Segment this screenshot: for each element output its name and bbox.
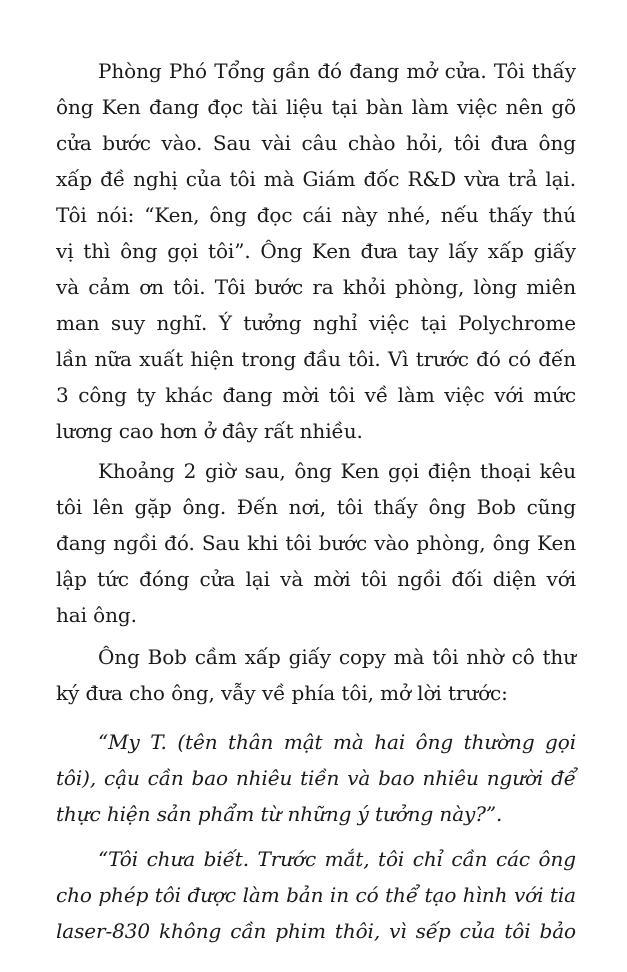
text-line: lần nữa xuất hiện trong đầu tôi. Vì trước đó có đến: [56, 347, 576, 371]
text-line: Khoảng 2 giờ sau, ông Ken gọi điện thoại kêu: [98, 459, 576, 483]
text-line: “My T. (tên thân mật mà hai ông thường gọi: [98, 730, 576, 754]
text-line: Phòng Phó Tổng gần đó đang mở cửa. Tôi thấy: [98, 59, 576, 83]
text-line: ký đưa cho ông, vẫy về phía tôi, mở lời trước:: [56, 681, 508, 705]
text-line: hai ông.: [56, 603, 137, 627]
text-line: lập tức đóng cửa lại và mời tôi ngồi đối diện với: [56, 567, 576, 591]
text-line: vị thì ông gọi tôi”. Ông Ken đưa tay lấy xấp giấy: [56, 239, 576, 263]
text-line: Ông Bob cầm xấp giấy copy mà tôi nhờ cô thư: [98, 645, 576, 669]
text-line: man suy nghĩ. Ý tưởng nghỉ việc tại Polychrome: [56, 311, 576, 335]
paragraph-4-quote: [56, 724, 576, 832]
text-line: tôi), cậu cần bao nhiêu tiền và bao nhiêu người để: [56, 766, 576, 790]
text-line: và cảm ơn tôi. Tôi bước ra khỏi phòng, lòng miên: [56, 275, 576, 299]
text-line: 3 công ty khác đang mời tôi về làm việc với mức: [56, 383, 576, 407]
text-line: đang ngồi đó. Sau khi tôi bước vào phòng, ông Ken: [56, 531, 576, 555]
text-line: laser-830 không cần phim thôi, vì sếp của tôi bảo: [56, 919, 576, 943]
paragraph-5-quote: [56, 841, 576, 949]
text-line: xấp đề nghị của tôi mà Giám đốc R&D vừa trả lại.: [56, 167, 576, 191]
text-line: lương cao hơn ở đây rất nhiều.: [56, 419, 363, 443]
paragraph-2: [56, 453, 576, 633]
text-line: cửa bước vào. Sau vài câu chào hỏi, tôi đưa ông: [56, 131, 576, 155]
text-line: tôi lên gặp ông. Đến nơi, tôi thấy ông Bob cũng: [56, 495, 576, 519]
text-line: thực hiện sản phẩm từ những ý tưởng này?”.: [56, 802, 503, 826]
text-line: “Tôi chưa biết. Trước mắt, tôi chỉ cần các ông: [98, 847, 576, 871]
text-line: ông Ken đang đọc tài liệu tại bàn làm việc nên gõ: [56, 95, 576, 119]
paragraph-1: [56, 53, 576, 449]
text-line: Tôi nói: “Ken, ông đọc cái này nhé, nếu thấy thú: [56, 203, 576, 227]
text-line: cho phép tôi được làm bản in có thể tạo hình với tia: [56, 883, 576, 907]
paragraph-3: [56, 639, 576, 711]
